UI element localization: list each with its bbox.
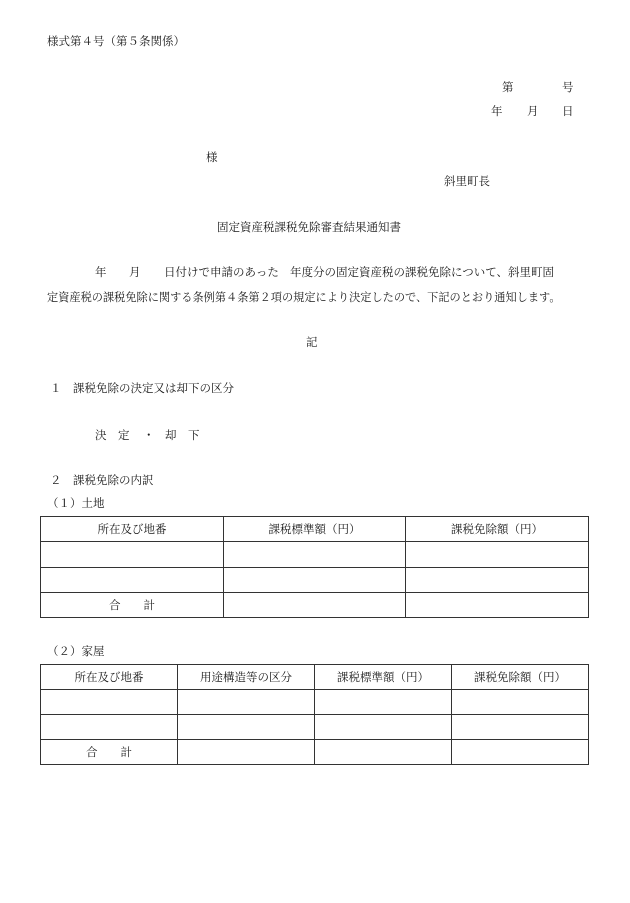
table-row: [41, 568, 589, 593]
house-header-row: [41, 665, 589, 690]
table-row: [41, 542, 589, 568]
house-cell[interactable]: [41, 690, 178, 715]
house-cell[interactable]: [452, 690, 589, 715]
land-cell[interactable]: [224, 568, 406, 593]
house-label: （２）家屋: [47, 644, 105, 658]
land-cell[interactable]: [406, 542, 589, 568]
doc-number-dai: 第: [502, 80, 514, 94]
house-header-standard: 課税標準額（円）: [315, 665, 452, 690]
table-row: [41, 715, 589, 740]
document-title: 固定資産税課税免除審査結果通知書: [217, 220, 401, 234]
land-total-label: 合 計: [41, 593, 224, 618]
land-total-standard[interactable]: [224, 593, 406, 618]
house-cell[interactable]: [452, 715, 589, 740]
land-total-exemption[interactable]: [406, 593, 589, 618]
house-cell[interactable]: [178, 715, 315, 740]
body-fiscal-text: 年度分の固定資産税の課税免除について、斜里町固: [290, 265, 555, 279]
ki-heading: 記: [306, 335, 318, 349]
date-year: 年: [491, 104, 503, 118]
land-table: [40, 516, 589, 618]
choice-kyakka: 却 下: [165, 428, 200, 442]
land-cell[interactable]: [406, 568, 589, 593]
date-day: 日: [562, 104, 574, 118]
addressee-suffix: 様: [206, 150, 218, 164]
body-application-text: 日付けで申請のあった: [164, 265, 279, 279]
house-total-exemption[interactable]: [452, 740, 589, 765]
house-header-usage: 用途構造等の区分: [178, 665, 315, 690]
body-year: 年: [95, 265, 107, 279]
land-cell[interactable]: [41, 542, 224, 568]
house-cell[interactable]: [178, 690, 315, 715]
land-header-location: 所在及び地番: [41, 517, 224, 542]
house-table: [40, 664, 589, 765]
choice-kettei: 決 定: [95, 428, 130, 442]
house-header-location: 所在及び地番: [41, 665, 178, 690]
choice-separator: ・: [143, 428, 155, 442]
land-cell[interactable]: [224, 542, 406, 568]
land-header-standard: 課税標準額（円）: [224, 517, 406, 542]
house-total-label: 合 計: [41, 740, 178, 765]
land-total-row: [41, 593, 589, 618]
land-label: （１）土地: [47, 496, 105, 510]
house-total-usage[interactable]: [178, 740, 315, 765]
body-line-2: 定資産税の課税免除に関する条例第４条第２項の規定により決定したので、下記のとおり通知します。: [47, 291, 561, 304]
house-total-standard[interactable]: [315, 740, 452, 765]
house-header-exemption: 課税免除額（円）: [452, 665, 589, 690]
section1-heading: １ 課税免除の決定又は却下の区分: [50, 381, 234, 395]
issuer: 斜里町長: [444, 174, 490, 188]
form-number: 様式第４号（第５条関係）: [47, 34, 185, 48]
house-cell[interactable]: [315, 690, 452, 715]
date-month: 月: [527, 104, 539, 118]
table-row: [41, 690, 589, 715]
house-total-row: [41, 740, 589, 765]
doc-number-go: 号: [562, 80, 574, 94]
body-month: 月: [129, 265, 141, 279]
section2-heading: ２ 課税免除の内訳: [50, 473, 154, 487]
land-header-row: [41, 517, 589, 542]
house-cell[interactable]: [315, 715, 452, 740]
land-header-exemption: 課税免除額（円）: [406, 517, 589, 542]
land-cell[interactable]: [41, 568, 224, 593]
house-cell[interactable]: [41, 715, 178, 740]
